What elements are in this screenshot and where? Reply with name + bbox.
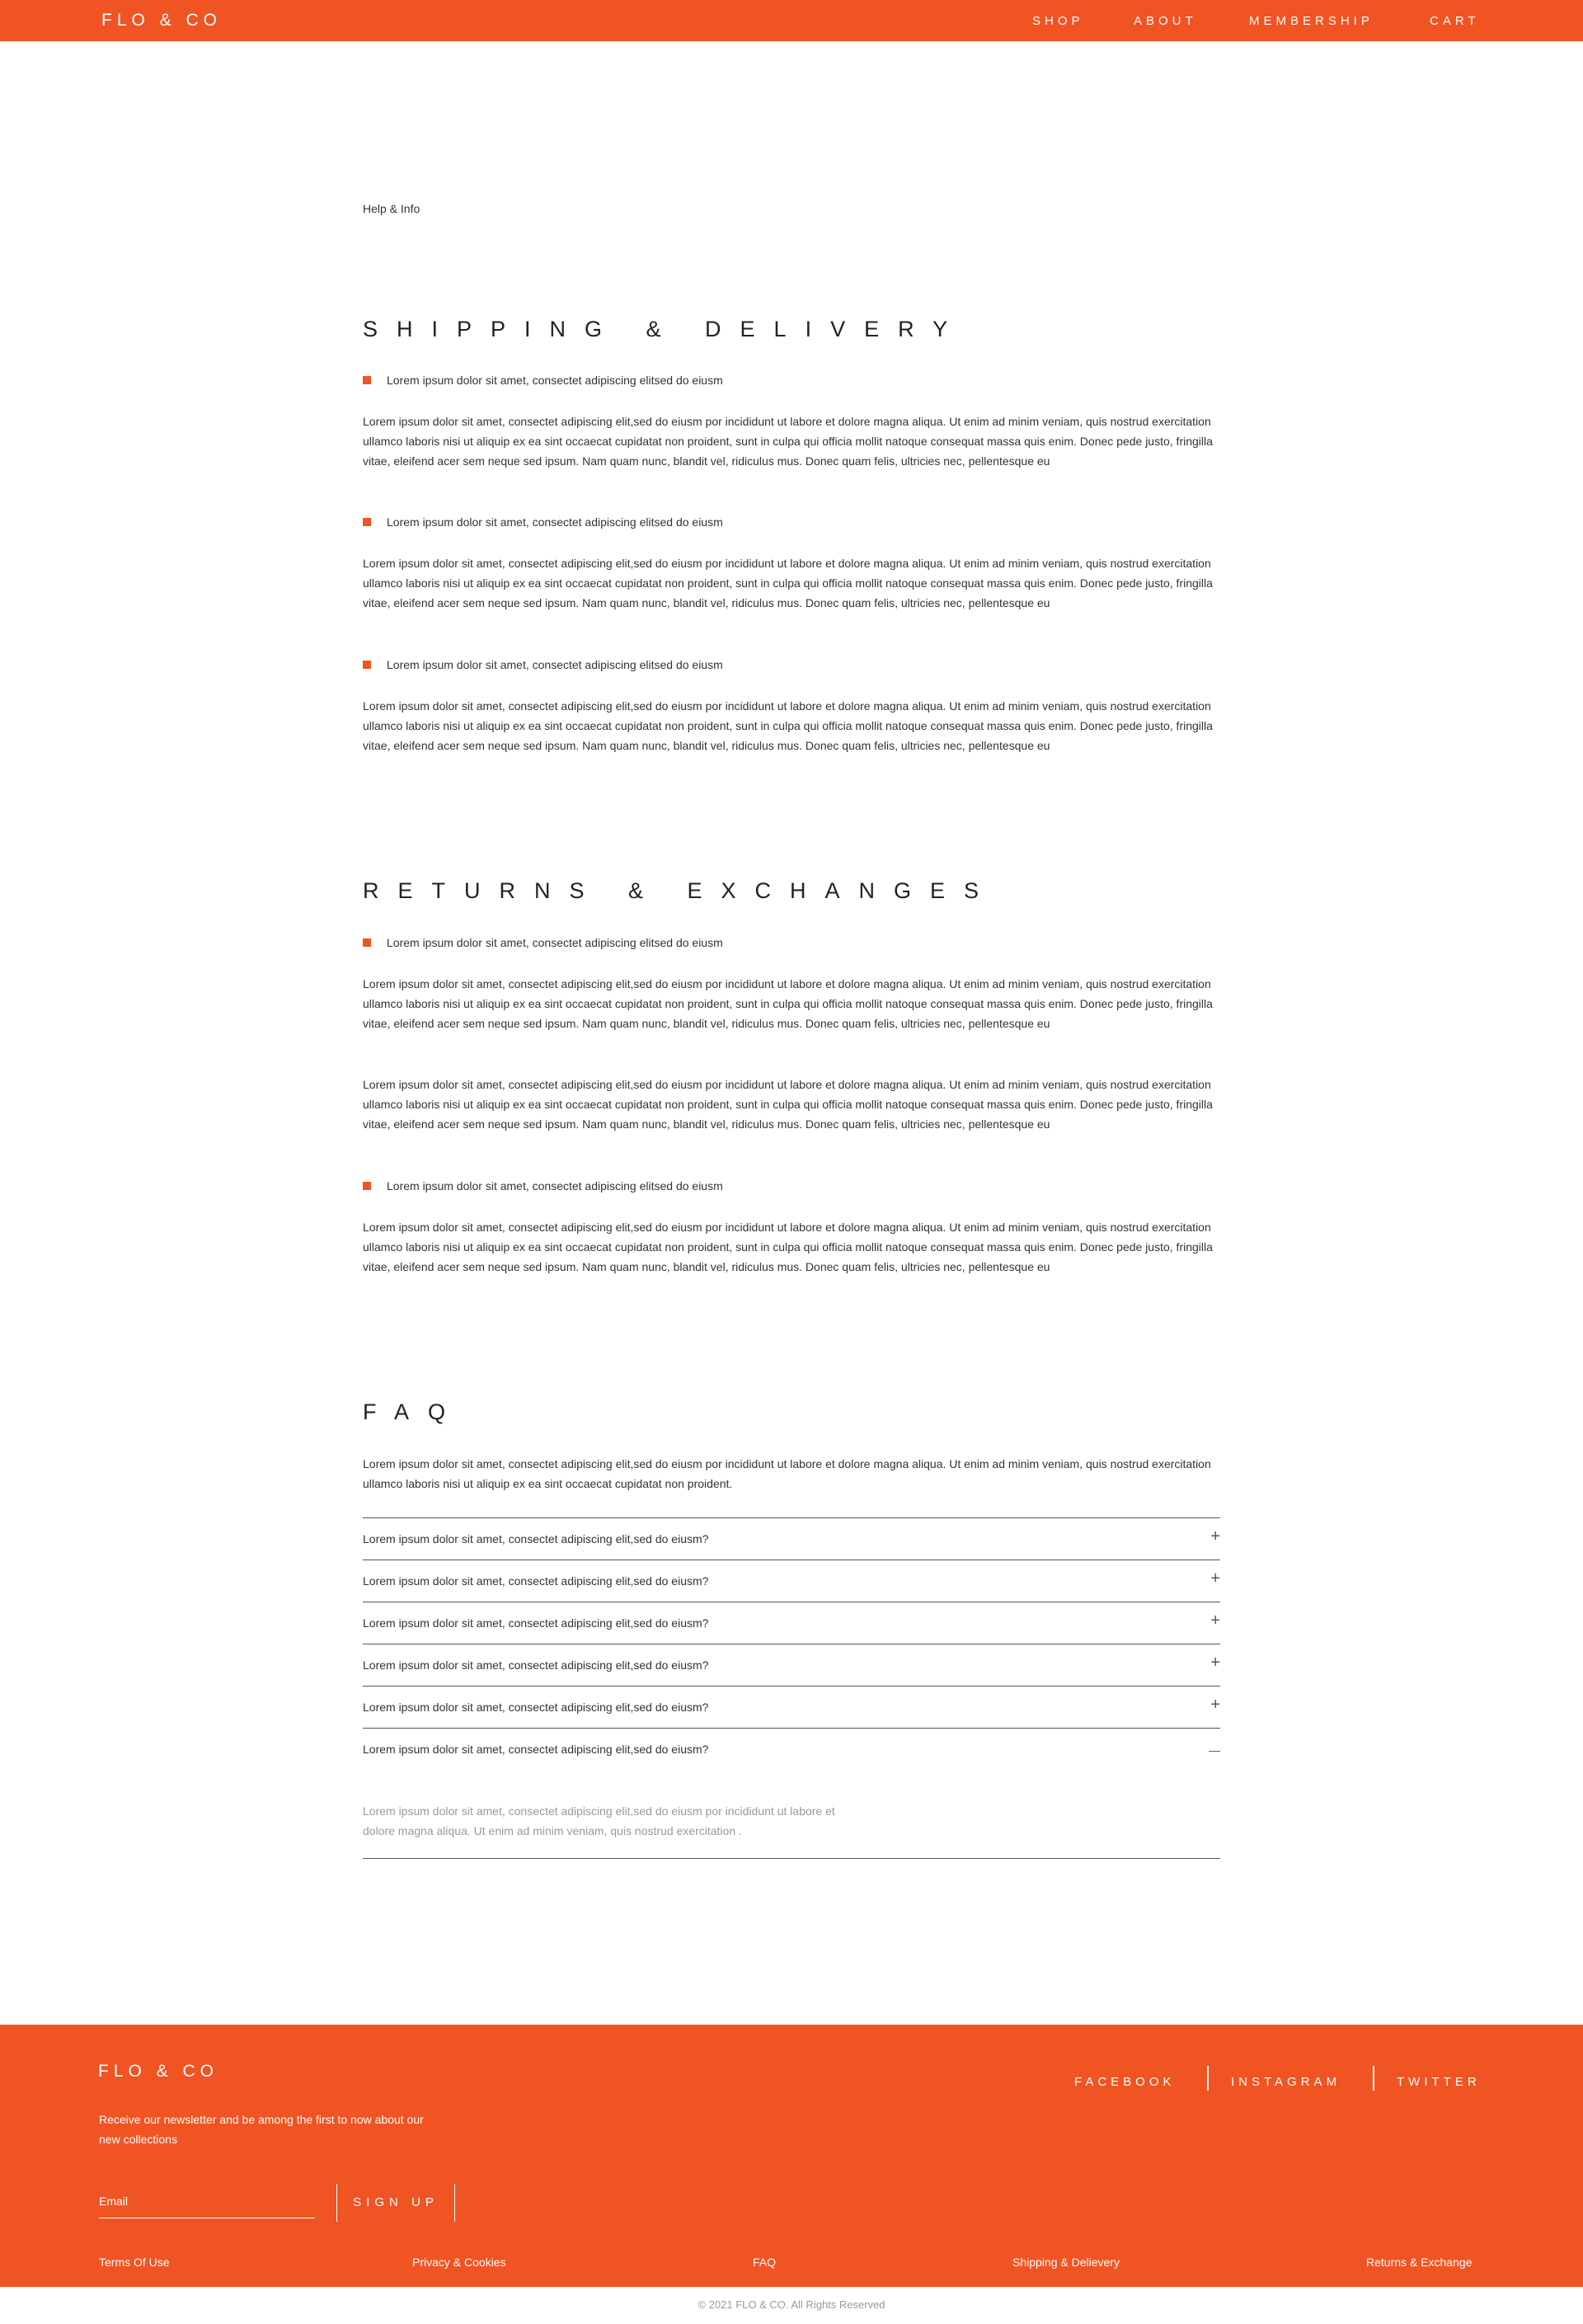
faq-item[interactable] [363,1686,1220,1728]
minus-icon[interactable]: — [1209,1743,1220,1757]
faq-question: Lorem ipsum dolor sit amet, consectet adipiscing elit,sed do eiusm? [363,1574,709,1588]
faq-item[interactable] [363,1602,1220,1644]
faq-item-expanded[interactable] [363,1728,1220,1770]
plus-icon[interactable]: + [1210,1696,1220,1714]
shipping-title: SHIPPING & DELIVERY [363,317,967,341]
faq-item[interactable] [363,1560,1220,1602]
breadcrumb[interactable]: Help & Info [363,202,420,215]
bullet-square-icon [363,661,371,669]
faq-answer: Lorem ipsum dolor sit amet, consectet adipiscing elit,sed do eiusm por incididunt ut labore et dolore magna aliqua. Ut enim ad minim veniam, quis nostrud exercitation . [363,1804,835,1837]
footer-link-faq[interactable]: FAQ [753,2256,777,2269]
email-input[interactable]: Email [99,2195,129,2208]
bullet-square-icon [363,376,371,384]
plus-icon[interactable]: + [1210,1527,1220,1545]
newsletter-text: Receive our newsletter and be among the first to now about our new collections [99,2113,424,2146]
nav-cart[interactable]: CART [1430,14,1480,28]
copyright: © 2021 FLO & CO. All Rights Reserved [698,2298,885,2311]
signup-button[interactable]: SIGN UP [336,2184,455,2222]
plus-icon[interactable]: + [1210,1611,1220,1630]
nav-about[interactable]: ABOUT [1134,14,1197,28]
shipping-paragraph: Lorem ipsum dolor sit amet, consectet adipiscing elit,sed do eiusm por incididunt ut labore et dolore magna aliqua. Ut enim ad minim veniam, quis nostrud exercitation ullamco laboris nisi ut aliquip ex ea sint occaecat cupidatat non proident, sunt in culpa qui officia mollit natoque consequat massa quis enim. Donec pede justo, fringilla vitae, eleifend acer sem neque sed ipsum. Nam quam nunc, blandit vel, ridiculus mus. Donec quam felis, ultricies nec, pellentesque eu [363,699,1213,752]
faq-question: Lorem ipsum dolor sit amet, consectet adipiscing elit,sed do eiusm? [363,1532,709,1545]
footer-link-shipping[interactable]: Shipping & Delievery [1012,2256,1120,2269]
faq-question: Lorem ipsum dolor sit amet, consectet adipiscing elit,sed do eiusm? [363,1616,709,1630]
returns-title: RETURNS & EXCHANGES [363,878,998,903]
nav-membership[interactable]: MEMBERSHIP [1249,14,1374,28]
footer-link-privacy[interactable]: Privacy & Cookies [412,2256,506,2269]
bullet-square-icon [363,518,371,526]
faq-item[interactable] [363,1644,1220,1686]
social-instagram[interactable]: INSTAGRAM [1231,2075,1341,2089]
faq-title: FAQ [363,1400,465,1424]
social-divider [1373,2066,1374,2091]
faq-intro: Lorem ipsum dolor sit amet, consectet adipiscing elit,sed do eiusm por incididunt ut labore et dolore magna aliqua. Ut enim ad minim veniam, quis nostrud exercitation ullamco laboris nisi ut aliquip ex ea sint occaecat cupidatat non proident. [363,1457,1211,1490]
faq-question: Lorem ipsum dolor sit amet, consectet adipiscing elit,sed do eiusm? [363,1743,709,1756]
site-header [0,0,1583,41]
shipping-paragraph: Lorem ipsum dolor sit amet, consectet adipiscing elit,sed do eiusm por incididunt ut labore et dolore magna aliqua. Ut enim ad minim veniam, quis nostrud exercitation ullamco laboris nisi ut aliquip ex ea sint occaecat cupidatat non proident, sunt in culpa qui officia mollit natoque consequat massa quis enim. Donec pede justo, fringilla vitae, eleifend acer sem neque sed ipsum. Nam quam nunc, blandit vel, ridiculus mus. Donec quam felis, ultricies nec, pellentesque eu [363,415,1213,468]
faq-item[interactable] [363,1517,1220,1560]
bullet-square-icon [363,939,371,947]
footer-link-returns[interactable]: Returns & Exchange [1366,2256,1473,2269]
header-logo[interactable]: FLO & CO [101,11,223,30]
faq-question: Lorem ipsum dolor sit amet, consectet adipiscing elit,sed do eiusm? [363,1701,709,1714]
social-twitter[interactable]: TWITTER [1397,2075,1481,2089]
bullet-square-icon [363,1182,371,1190]
returns-paragraph: Lorem ipsum dolor sit amet, consectet adipiscing elit,sed do eiusm por incididunt ut labore et dolore magna aliqua. Ut enim ad minim veniam, quis nostrud exercitation ullamco laboris nisi ut aliquip ex ea sint occaecat cupidatat non proident, sunt in culpa qui officia mollit natoque consequat massa quis enim. Donec pede justo, fringilla vitae, eleifend acer sem neque sed ipsum. Nam quam nunc, blandit vel, ridiculus mus. Donec quam felis, ultricies nec, pellentesque eu [363,1221,1213,1273]
site-footer [0,2025,1583,2287]
footer-logo[interactable]: FLO & CO [98,2062,219,2081]
plus-icon[interactable]: + [1210,1569,1220,1588]
returns-paragraph: Lorem ipsum dolor sit amet, consectet adipiscing elit,sed do eiusm por incididunt ut labore et dolore magna aliqua. Ut enim ad minim veniam, quis nostrud exercitation ullamco laboris nisi ut aliquip ex ea sint occaecat cupidatat non proident, sunt in culpa qui officia mollit natoque consequat massa quis enim. Donec pede justo, fringilla vitae, eleifend acer sem neque sed ipsum. Nam quam nunc, blandit vel, ridiculus mus. Donec quam felis, ultricies nec, pellentesque eu [363,1078,1213,1131]
plus-icon[interactable]: + [1210,1654,1220,1672]
nav-shop[interactable]: SHOP [1032,14,1084,28]
shipping-paragraph: Lorem ipsum dolor sit amet, consectet adipiscing elit,sed do eiusm por incididunt ut labore et dolore magna aliqua. Ut enim ad minim veniam, quis nostrud exercitation ullamco laboris nisi ut aliquip ex ea sint occaecat cupidatat non proident, sunt in culpa qui officia mollit natoque consequat massa quis enim. Donec pede justo, fringilla vitae, eleifend acer sem neque sed ipsum. Nam quam nunc, blandit vel, ridiculus mus. Donec quam felis, ultricies nec, pellentesque eu [363,557,1213,609]
faq-question: Lorem ipsum dolor sit amet, consectet adipiscing elit,sed do eiusm? [363,1658,709,1672]
faq-divider [363,1858,1220,1859]
social-divider [1207,2066,1209,2091]
footer-link-terms[interactable]: Terms Of Use [99,2256,170,2269]
returns-paragraph: Lorem ipsum dolor sit amet, consectet adipiscing elit,sed do eiusm por incididunt ut labore et dolore magna aliqua. Ut enim ad minim veniam, quis nostrud exercitation ullamco laboris nisi ut aliquip ex ea sint occaecat cupidatat non proident, sunt in culpa qui officia mollit natoque consequat massa quis enim. Donec pede justo, fringilla vitae, eleifend acer sem neque sed ipsum. Nam quam nunc, blandit vel, ridiculus mus. Donec quam felis, ultricies nec, pellentesque eu [363,977,1213,1030]
social-facebook[interactable]: FACEBOOK [1074,2075,1176,2089]
